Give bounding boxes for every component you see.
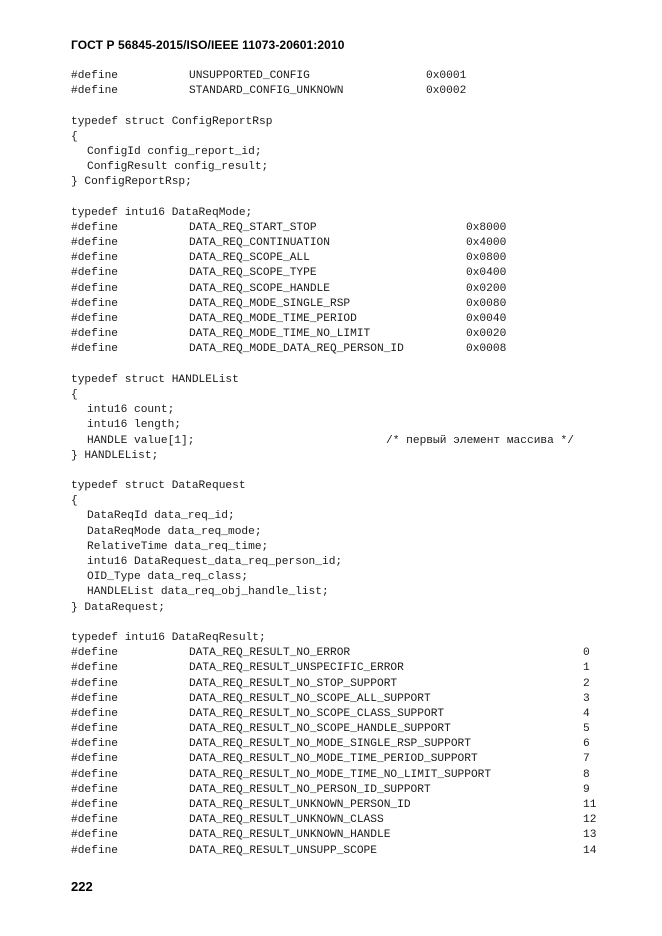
- code-comment: /* первый элемент массива */: [386, 434, 574, 447]
- field-line: [71, 403, 651, 418]
- field-line: [71, 418, 651, 433]
- define-keyword: #define: [71, 783, 118, 796]
- define-name: DATA_REQ_RESULT_UNKNOWN_PERSON_ID: [189, 799, 411, 811]
- define-name: DATA_REQ_MODE_TIME_NO_LIMIT: [189, 328, 371, 341]
- field-line: [71, 585, 651, 600]
- page-header: ГОСТ Р 56845-2015/ISO/IEEE 11073-20601:2010: [71, 38, 345, 52]
- define-keyword: #define: [71, 814, 118, 827]
- page-number: 222: [71, 879, 93, 894]
- define-value: 12: [583, 814, 597, 827]
- define-name: DATA_REQ_MODE_TIME_PERIOD: [189, 313, 357, 325]
- typedef-line: [71, 206, 651, 221]
- define-name: DATA_REQ_RESULT_NO_SCOPE_ALL_SUPPORT: [189, 692, 431, 705]
- define-keyword: #define: [71, 85, 118, 98]
- struct-field: HANDLEList data_req_obj_handle_list;: [87, 586, 329, 599]
- define-value: 0x0800: [466, 252, 507, 265]
- define-name: DATA_REQ_CONTINUATION: [189, 237, 330, 250]
- struct-field: RelativeTime data_req_time;: [87, 540, 269, 553]
- define-keyword: #define: [71, 252, 118, 265]
- field-line: [71, 540, 651, 555]
- define-line: [71, 798, 651, 813]
- field-line: [71, 525, 651, 540]
- define-value: 5: [583, 723, 590, 736]
- define-line: [71, 342, 651, 357]
- define-value: 0: [583, 647, 590, 660]
- struct-field: ConfigId config_report_id;: [87, 145, 262, 158]
- typedef-decl: typedef intu16 DataReqMode;: [71, 206, 253, 219]
- struct-decl: typedef struct ConfigReportRsp: [71, 115, 273, 128]
- define-name: DATA_REQ_RESULT_NO_PERSON_ID_SUPPORT: [189, 783, 431, 796]
- struct-close-line: [71, 601, 651, 616]
- define-line: [71, 266, 651, 281]
- field-line: [71, 145, 651, 160]
- struct-close-line: [71, 449, 651, 464]
- define-line: [71, 327, 651, 342]
- define-name: DATA_REQ_SCOPE_ALL: [189, 252, 310, 265]
- define-value: 0x0400: [466, 267, 507, 280]
- typedef-decl: typedef intu16 DataReqResult;: [71, 631, 266, 644]
- define-value: 1: [583, 662, 590, 675]
- define-name: STANDARD_CONFIG_UNKNOWN: [189, 85, 344, 98]
- define-keyword: #define: [71, 829, 118, 842]
- define-keyword: #define: [71, 297, 118, 310]
- define-keyword: #define: [71, 707, 118, 720]
- define-line: [71, 282, 651, 297]
- define-line: [71, 844, 651, 859]
- define-name: UNSUPPORTED_CONFIG: [189, 70, 310, 82]
- struct-close-line: [71, 175, 651, 190]
- field-line: [71, 555, 651, 570]
- define-value: 4: [583, 707, 590, 720]
- define-keyword: #define: [71, 768, 118, 781]
- define-name: DATA_REQ_SCOPE_TYPE: [189, 267, 317, 280]
- define-line: [71, 828, 651, 843]
- define-keyword: #define: [71, 662, 118, 675]
- struct-field: OID_Type data_req_class;: [87, 571, 249, 584]
- define-keyword: #define: [71, 799, 118, 811]
- define-line: [71, 69, 651, 84]
- struct-field: intu16 length;: [87, 419, 181, 432]
- define-keyword: #define: [71, 328, 118, 341]
- struct-open-line: [71, 115, 651, 130]
- define-keyword: #define: [71, 282, 118, 295]
- define-keyword: #define: [71, 237, 118, 250]
- define-value: 0x0001: [426, 70, 467, 82]
- define-value: 0x0200: [466, 282, 507, 295]
- struct-decl: typedef struct DataRequest: [71, 480, 246, 493]
- define-keyword: #define: [71, 70, 118, 82]
- define-value: 9: [583, 783, 590, 796]
- struct-field: intu16 count;: [87, 404, 175, 417]
- struct-field: DataReqMode data_req_mode;: [87, 525, 262, 538]
- open-brace: {: [71, 388, 78, 401]
- define-line: [71, 221, 651, 236]
- define-keyword: #define: [71, 267, 118, 280]
- define-name: DATA_REQ_MODE_SINGLE_RSP: [189, 297, 351, 310]
- define-line: [71, 707, 651, 722]
- define-line: [71, 251, 651, 266]
- struct-open-line: [71, 373, 651, 388]
- define-line: [71, 661, 651, 676]
- field-line: [71, 570, 651, 585]
- define-name: DATA_REQ_SCOPE_HANDLE: [189, 282, 330, 295]
- define-value: 0x0020: [466, 328, 507, 341]
- define-keyword: #define: [71, 753, 118, 766]
- define-value: 7: [583, 753, 590, 766]
- define-name: DATA_REQ_RESULT_NO_SCOPE_CLASS_SUPPORT: [189, 707, 445, 720]
- field-line: [71, 434, 651, 449]
- define-line: [71, 677, 651, 692]
- define-keyword: #define: [71, 647, 118, 660]
- define-value: 0x0008: [466, 343, 507, 356]
- field-line: [71, 509, 651, 524]
- define-value: 6: [583, 738, 590, 751]
- define-keyword: #define: [71, 723, 118, 736]
- struct-open-line: [71, 479, 651, 494]
- define-keyword: #define: [71, 343, 118, 356]
- define-keyword: #define: [71, 692, 118, 705]
- field-line: [71, 160, 651, 175]
- define-keyword: #define: [71, 738, 118, 751]
- define-line: [71, 752, 651, 767]
- define-line: [71, 297, 651, 312]
- define-name: DATA_REQ_MODE_DATA_REQ_PERSON_ID: [189, 343, 404, 356]
- brace-line: [71, 388, 651, 403]
- define-keyword: #define: [71, 221, 118, 234]
- struct-close: } HANDLEList;: [71, 449, 159, 462]
- define-value: 0x0080: [466, 297, 507, 310]
- define-line: [71, 783, 651, 798]
- define-line: [71, 692, 651, 707]
- define-value: 14: [583, 844, 597, 857]
- define-line: [71, 312, 651, 327]
- struct-field: HANDLE value[1];: [87, 434, 195, 447]
- define-value: 2: [583, 677, 590, 690]
- struct-field: ConfigResult config_result;: [87, 161, 269, 174]
- open-brace: {: [71, 130, 78, 143]
- struct-decl: typedef struct HANDLEList: [71, 373, 239, 386]
- brace-line: [71, 494, 651, 509]
- define-line: [71, 737, 651, 752]
- define-keyword: #define: [71, 844, 118, 857]
- define-value: 0x0002: [426, 85, 467, 98]
- typedef-line: [71, 631, 651, 646]
- define-line: [71, 722, 651, 737]
- define-keyword: #define: [71, 677, 118, 690]
- define-name: DATA_REQ_RESULT_UNKNOWN_CLASS: [189, 814, 384, 827]
- define-keyword: #define: [71, 313, 118, 325]
- open-brace: {: [71, 495, 78, 508]
- define-value: 8: [583, 768, 590, 781]
- struct-field: intu16 DataRequest_data_req_person_id;: [87, 556, 343, 568]
- define-value: 3: [583, 692, 590, 705]
- define-value: 0x0040: [466, 313, 507, 325]
- define-name: DATA_REQ_RESULT_NO_MODE_TIME_PERIOD_SUPPORT: [189, 753, 478, 766]
- define-name: DATA_REQ_RESULT_NO_STOP_SUPPORT: [189, 677, 398, 690]
- struct-field: DataReqId data_req_id;: [87, 510, 235, 523]
- define-line: [71, 813, 651, 828]
- struct-close: } DataRequest;: [71, 601, 165, 614]
- define-line: [71, 84, 651, 99]
- define-value: 11: [583, 799, 597, 811]
- struct-close: } ConfigReportRsp;: [71, 176, 192, 189]
- define-name: DATA_REQ_RESULT_UNSUPP_SCOPE: [189, 844, 377, 857]
- brace-line: [71, 130, 651, 145]
- define-value: 13: [583, 829, 597, 842]
- define-name: DATA_REQ_RESULT_NO_MODE_SINGLE_RSP_SUPPORT: [189, 738, 471, 751]
- define-name: DATA_REQ_RESULT_NO_MODE_TIME_NO_LIMIT_SUPPORT: [189, 768, 492, 781]
- define-name: DATA_REQ_START_STOP: [189, 221, 317, 234]
- define-value: 0x8000: [466, 221, 507, 234]
- define-name: DATA_REQ_RESULT_NO_ERROR: [189, 647, 351, 660]
- define-name: DATA_REQ_RESULT_NO_SCOPE_HANDLE_SUPPORT: [189, 723, 451, 736]
- define-line: [71, 646, 651, 661]
- define-name: DATA_REQ_RESULT_UNKNOWN_HANDLE: [189, 829, 391, 842]
- code-listing: [71, 69, 651, 859]
- define-value: 0x4000: [466, 237, 507, 250]
- define-line: [71, 236, 651, 251]
- define-line: [71, 768, 651, 783]
- define-name: DATA_REQ_RESULT_UNSPECIFIC_ERROR: [189, 662, 404, 675]
